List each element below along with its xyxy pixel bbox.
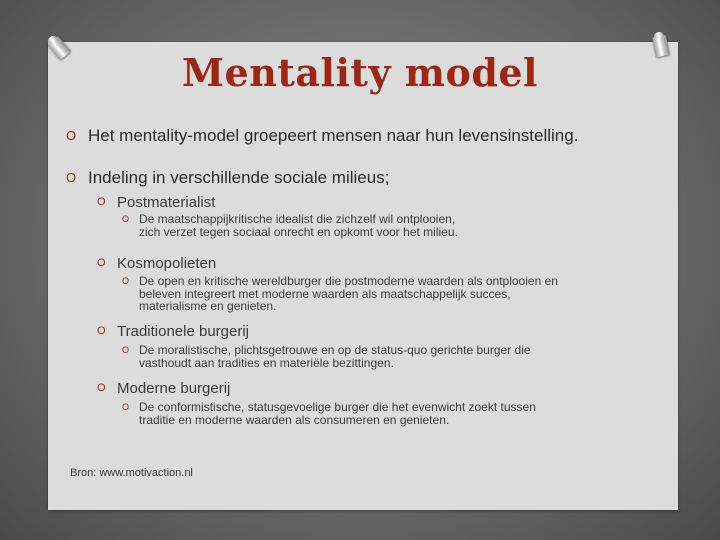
bullet-desc-traditionele-burgerij bbox=[122, 343, 609, 370]
bullet-icon: O bbox=[97, 257, 106, 269]
bullet-main-1 bbox=[66, 126, 579, 146]
desc-line: De conformistische, statusgevoelige burger die het evenwicht zoekt tussen bbox=[139, 400, 536, 414]
bullet-sub-moderne-burgerij bbox=[97, 380, 231, 397]
desc-line: De open en kritische wereldburger die postmoderne waarden als ontplooien en bbox=[139, 274, 558, 288]
bullet-icon: O bbox=[97, 196, 106, 208]
desc-line: vasthoudt aan tradities en materiële bezittingen. bbox=[139, 355, 394, 370]
desc-line: traditie en moderne waarden als consumeren en genieten. bbox=[139, 412, 450, 427]
bullet-text: Moderne burgerij bbox=[117, 380, 231, 397]
bullet-icon: O bbox=[122, 214, 130, 224]
desc-line: zich verzet tegen sociaal onrecht en opkomt voor het milieu. bbox=[139, 224, 458, 239]
bullet-sub-traditionele-burgerij bbox=[97, 323, 250, 340]
bullet-sub-kosmopolieten bbox=[97, 255, 217, 272]
bullet-text: Kosmopolieten bbox=[117, 255, 217, 272]
desc-line: materialisme en genieten. bbox=[139, 299, 277, 313]
slide-title: Mentality model bbox=[181, 50, 538, 95]
bullet-icon: O bbox=[97, 382, 106, 394]
bullet-desc-moderne-burgerij bbox=[122, 400, 609, 427]
bullet-main-2 bbox=[66, 168, 390, 188]
desc-line: De maatschappijkritische idealist die zichzelf wil ontplooien, bbox=[139, 212, 456, 226]
bullet-text: Traditionele burgerij bbox=[117, 323, 250, 340]
bullet-icon: O bbox=[97, 325, 106, 337]
bullet-desc-kosmopolieten bbox=[122, 274, 609, 313]
source-credit: Bron: www.motivaction.nl bbox=[70, 467, 193, 479]
bullet-icon: O bbox=[66, 170, 77, 185]
bullet-icon: O bbox=[66, 128, 77, 143]
bullet-icon: O bbox=[122, 402, 130, 412]
bullet-desc-postmaterialist bbox=[122, 212, 609, 239]
bullet-text: Het mentality-model groepeert mensen naar hun levensinstelling. bbox=[88, 126, 579, 145]
bullet-icon: O bbox=[122, 276, 130, 286]
desc-line: De moralistische, plichtsgetrouwe en op de status-quo gerichte burger die bbox=[139, 343, 531, 357]
bullet-icon: O bbox=[122, 345, 130, 355]
bullet-text: Indeling in verschillende sociale milieus; bbox=[88, 168, 390, 187]
desc-line: beleven integreert met moderne waarden als maatschappelijk succes, bbox=[139, 286, 511, 301]
bullet-sub-postmaterialist bbox=[97, 194, 216, 211]
bullet-text: Postmaterialist bbox=[117, 194, 216, 211]
